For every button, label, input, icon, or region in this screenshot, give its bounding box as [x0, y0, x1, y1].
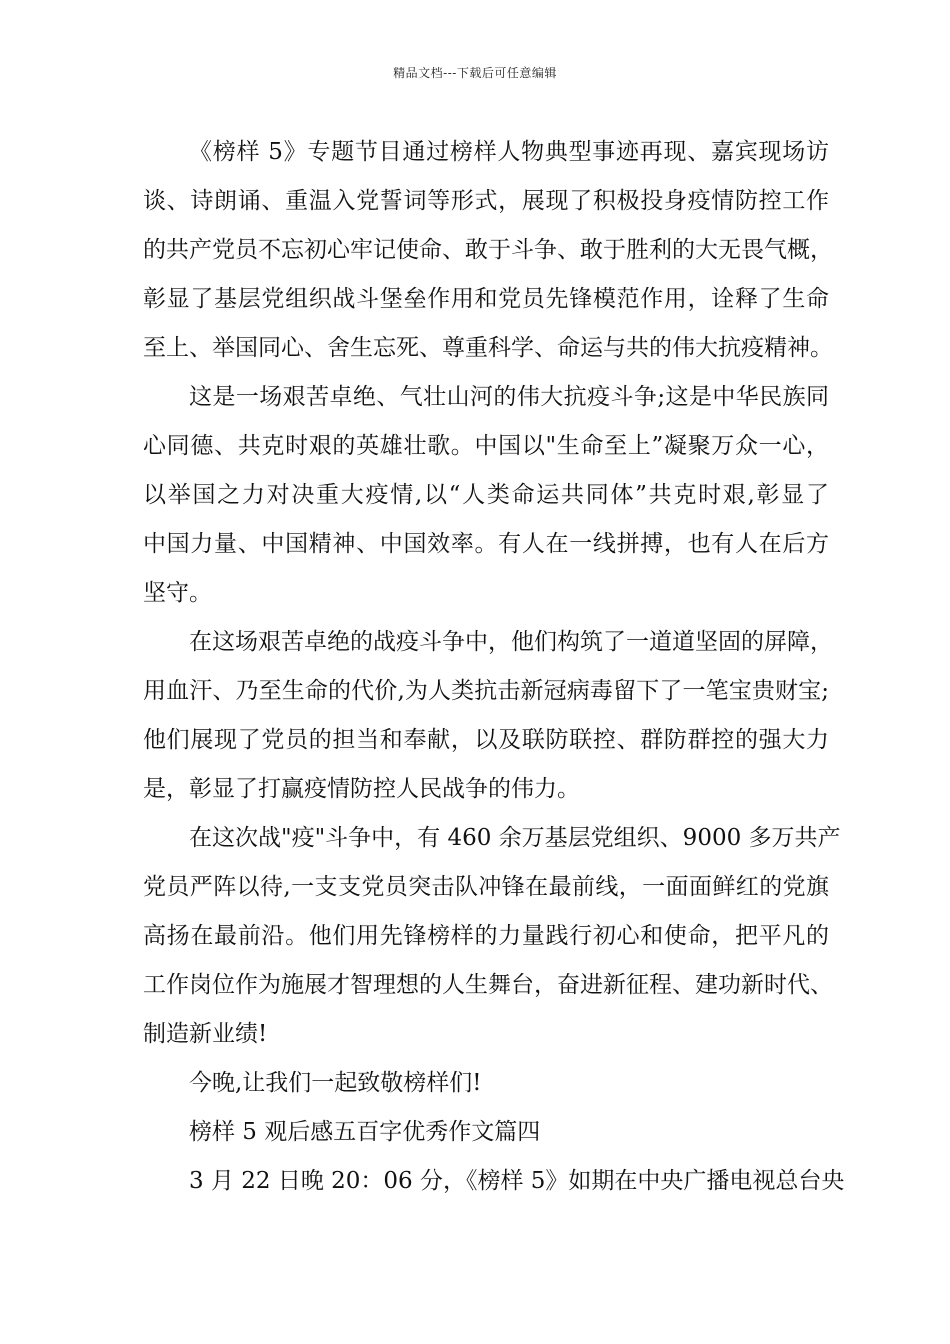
text-line: 心同德、共克时艰的英雄壮歌。中国以"生命至上”凝聚万众一心，: [143, 433, 829, 459]
text-line: 制造新业绩!: [143, 1021, 268, 1047]
text-line: 用血汗、乃至生命的代价,为人类抗击新冠病毒留下了一笔宝贵财宝;: [143, 678, 829, 704]
paragraph-5: [143, 1059, 829, 1108]
text-line: 这是一场艰苦卓绝、气壮山河的伟大抗疫斗争;这是中华民族同: [189, 384, 829, 410]
text-line: 坚守。: [143, 580, 212, 606]
paragraph-2: [143, 373, 829, 618]
paragraph-3: [143, 618, 833, 814]
paragraph-7: [143, 1157, 845, 1206]
text-line: 以举国之力对决重大疫情,以“人类命运共同体”共克时艰,彰显了: [143, 482, 829, 508]
text-line: 彰显了基层党组织战斗堡垒作用和党员先锋模范作用，诠释了生命: [143, 286, 829, 312]
text-line: 《榜样 5》专题节目通过榜样人物典型事迹再现、嘉宾现场访: [189, 139, 829, 165]
text-line: 他们展现了党员的担当和奉献，以及联防联控、群防群控的强大力: [143, 727, 829, 753]
text-line: 今晚,让我们一起致敬榜样们!: [189, 1070, 482, 1096]
text-line: 谈、诗朗诵、重温入党誓词等形式，展现了积极投身疫情防控工作: [143, 188, 829, 214]
text-line: 3 月 22 日晚 20：06 分，《榜样 5》如期在中央广播电视总台央: [189, 1168, 845, 1194]
text-line: 是，彰显了打赢疫情防控人民战争的伟力。: [143, 776, 580, 802]
text-line: 在这次战"疫"斗争中，有 460 余万基层党组织、9000 多万共产: [189, 825, 841, 851]
section-heading: [143, 1108, 829, 1157]
text-line: 至上、举国同心、舍生忘死、尊重科学、命运与共的伟大抗疫精神。: [143, 335, 833, 361]
document-body: [143, 128, 845, 1206]
text-line: 工作岗位作为施展才智理想的人生舞台，奋进新征程、建功新时代、: [143, 972, 833, 998]
paragraph-4: [143, 814, 841, 1059]
text-line: 党员严阵以待,一支支党员突击队冲锋在最前线，一面面鲜红的党旗: [143, 874, 829, 900]
paragraph-1: [143, 128, 833, 373]
text-line: 的共产党员不忘初心牢记使命、敢于斗争、敢于胜利的大无畏气概，: [143, 237, 833, 263]
text-line: 高扬在最前沿。他们用先锋榜样的力量践行初心和使命，把平凡的: [143, 923, 829, 949]
page-header: 精品文档---下载后可任意编辑: [393, 66, 557, 80]
text-line: 在这场艰苦卓绝的战疫斗争中，他们构筑了一道道坚固的屏障，: [189, 629, 833, 655]
heading-line: 榜样 5 观后感五百字优秀作文篇四: [189, 1119, 541, 1145]
text-line: 中国力量、中国精神、中国效率。有人在一线拼搏，也有人在后方: [143, 531, 829, 557]
